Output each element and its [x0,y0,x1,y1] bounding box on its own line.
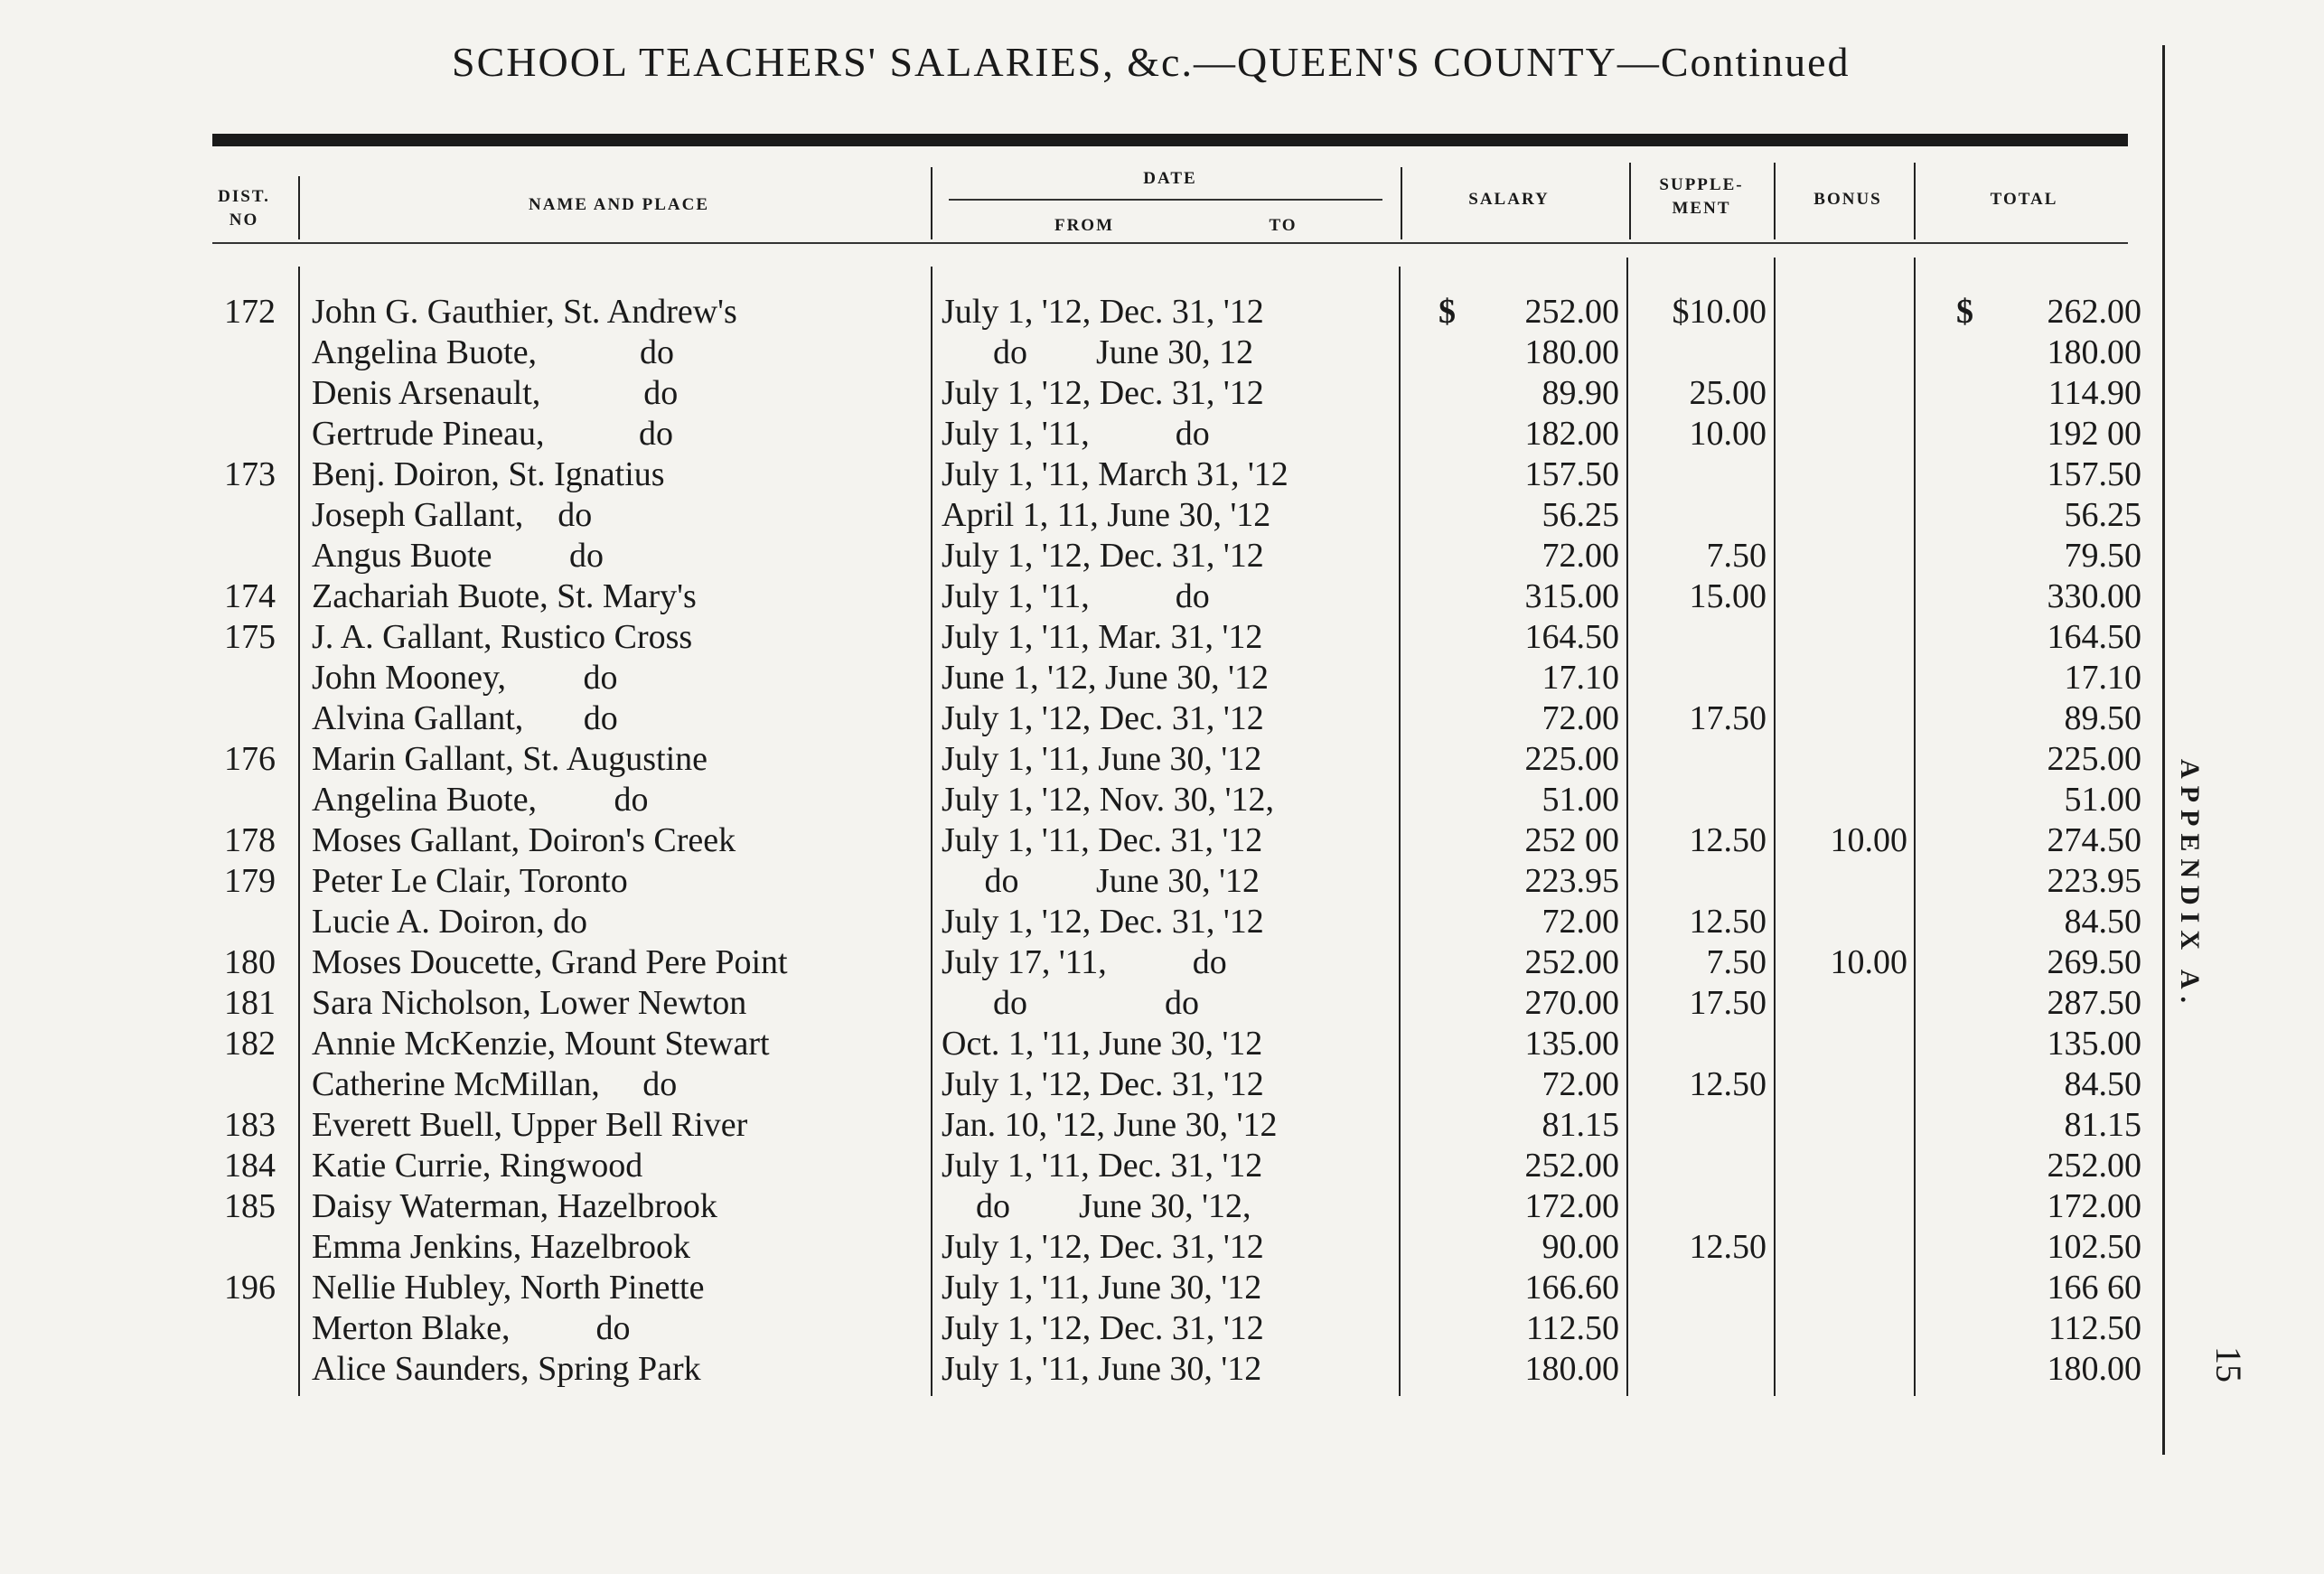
cell-salary: 180.00 [1524,1350,1619,1388]
cell-date: July 1, '12, Dec. 31, '12 [942,293,1264,331]
cell-bonus [1778,373,1907,414]
header-total: TOTAL [1990,190,2058,209]
cell-supplement: 10.00 [1689,415,1766,453]
cell-date: July 1, '12, Dec. 31, '12 [942,1309,1264,1347]
cell-supplement: 17.50 [1689,984,1766,1022]
cell-total: 51.00 [2064,781,2141,819]
cell-dist [203,658,276,698]
cell-supplement [1631,739,1766,780]
cell-supplement [1631,1349,1766,1390]
cell-dist [203,495,276,536]
cell-date: July 1, '12, Dec. 31, '12 [942,1228,1264,1266]
cell-date: July 1, '12, Dec. 31, '12 [942,374,1264,412]
cell-salary: 112.50 [1525,1309,1619,1347]
cell-supplement: $10.00 [1672,293,1766,331]
cell-total: 84.50 [2064,1065,2141,1103]
cell-bonus [1778,1308,1907,1349]
cell-bonus [1778,454,1907,495]
cell-total: 102.50 [2047,1228,2141,1266]
cell-name: Marin Gallant, St. Augustine [312,740,708,778]
header-bonus: BONUS [1813,190,1882,209]
cell-name: Emma Jenkins, Hazelbrook [312,1228,690,1266]
cell-name: J. A. Gallant, Rustico Cross [312,618,693,656]
header-dist [203,185,285,232]
cell-bonus [1778,1349,1907,1390]
cell-dist [203,1349,276,1390]
cell-supplement [1631,1146,1766,1186]
cell-name: Angelina Buote, do [312,333,675,371]
cell-dist: 178 [224,821,276,859]
cell-salary: 164.50 [1524,618,1619,656]
header-supplement: SUPPLE-MENT [1659,175,1744,218]
col-divider [1399,267,1401,1396]
cell-salary: 90.00 [1542,1228,1619,1266]
cell-total: 269.50 [2047,943,2141,981]
cell-date: do do [942,984,1199,1022]
cell-dist: 181 [224,984,276,1022]
page-title: SCHOOL TEACHERS' SALARIES, &c.—QUEEN'S COUNTY—Continued [452,39,1851,85]
cell-salary: 180.00 [1524,333,1619,371]
cell-dist [203,1227,276,1268]
cell-supplement: 7.50 [1706,943,1766,981]
cell-name: Denis Arsenault, do [312,374,679,412]
col-divider [298,267,300,1396]
cell-salary: 72.00 [1542,1065,1619,1103]
cell-salary: 252.00 [1524,1147,1619,1185]
cell-dist: 185 [224,1187,276,1225]
cell-supplement: 15.00 [1689,577,1766,615]
cell-date: Oct. 1, '11, June 30, '12 [942,1025,1263,1063]
cell-date: July 1, '12, Dec. 31, '12 [942,699,1264,737]
cell-date: July 1, '11, do [942,415,1210,453]
cell-bonus [1778,1186,1907,1227]
cell-salary: 315.00 [1524,577,1619,615]
cell-date: July 1, '12, Nov. 30, '12, [942,781,1275,819]
cell-date: do June 30, '12, [942,1187,1251,1225]
cell-dist: 176 [224,740,276,778]
cell-supplement: 12.50 [1689,821,1766,859]
cell-total: 166 60 [2047,1269,2141,1307]
header-date: DATE [1143,169,1197,188]
header-rule-thick [212,134,2128,146]
cell-supplement: 12.50 [1689,1065,1766,1103]
cell-name: Nellie Hubley, North Pinette [312,1269,705,1307]
cell-total: 114.90 [2048,374,2141,412]
cell-supplement [1631,861,1766,902]
cell-date: do June 30, '12 [942,862,1260,900]
cell-bonus [1778,902,1907,942]
cell-total: 89.50 [2064,699,2141,737]
cell-total: 180.00 [2047,1350,2141,1388]
cell-bonus [1778,1105,1907,1146]
cell-date: July 1, '11, June 30, '12 [942,1269,1262,1307]
cell-salary: 157.50 [1524,455,1619,493]
cell-date: July 1, '11, Dec. 31, '12 [942,821,1263,859]
cell-dist [203,698,276,739]
cell-date: April 1, 11, June 30, '12 [942,496,1271,534]
header-date-divider [949,199,1382,201]
cell-bonus [1778,1268,1907,1308]
header-dist-label: DIST. NO [218,187,270,230]
cell-salary: 72.00 [1542,537,1619,575]
cell-bonus [1778,698,1907,739]
cell-salary: 252.00 [1524,293,1619,331]
cell-bonus [1778,1064,1907,1105]
cell-bonus [1778,983,1907,1024]
cell-dist [203,333,276,373]
cell-name: Alice Saunders, Spring Park [312,1350,701,1388]
dollar-sign-salary: $ [1438,293,1456,331]
page-number: 15 [2208,1346,2249,1382]
cell-salary: 166.60 [1524,1269,1619,1307]
cell-date: July 1, '11, Mar. 31, '12 [942,618,1263,656]
cell-name: Lucie A. Doiron, do [312,903,588,941]
cell-date: July 1, '11, June 30, '12 [942,740,1262,778]
cell-salary: 72.00 [1542,903,1619,941]
cell-name: Angelina Buote, do [312,781,649,819]
cell-salary: 182.00 [1524,415,1619,453]
cell-bonus [1778,861,1907,902]
dollar-sign-total: $ [1956,293,1973,331]
cell-name: Joseph Gallant, do [312,496,593,534]
cell-name: Zachariah Buote, St. Mary's [312,577,697,615]
cell-supplement [1631,333,1766,373]
cell-salary: 223.95 [1524,862,1619,900]
cell-salary: 56.25 [1542,496,1619,534]
cell-supplement [1631,1268,1766,1308]
hdr-divider [1629,163,1631,239]
cell-dist [203,414,276,454]
cell-dist [203,536,276,576]
cell-salary: 72.00 [1542,699,1619,737]
cell-total: 172.00 [2047,1187,2141,1225]
cell-supplement [1631,1308,1766,1349]
cell-name: Annie McKenzie, Mount Stewart [312,1025,770,1063]
cell-salary: 89.90 [1542,374,1619,412]
cell-dist: 174 [224,577,276,615]
cell-bonus: 10.00 [1830,943,1907,981]
cell-salary: 252.00 [1524,943,1619,981]
margin-rule [2162,45,2165,1455]
cell-supplement [1631,1024,1766,1064]
cell-bonus: 10.00 [1830,821,1907,859]
cell-bonus [1778,739,1907,780]
cell-supplement [1631,617,1766,658]
cell-name: Daisy Waterman, Hazelbrook [312,1187,717,1225]
cell-bonus [1778,292,1907,333]
cell-name: Moses Gallant, Doiron's Creek [312,821,736,859]
cell-salary: 225.00 [1524,740,1619,778]
cell-total: 112.50 [2048,1309,2141,1347]
header-to: TO [1269,216,1298,235]
cell-salary: 51.00 [1542,781,1619,819]
cell-dist: 183 [224,1106,276,1144]
cell-bonus [1778,1024,1907,1064]
cell-bonus [1778,576,1907,617]
cell-date: June 1, '12, June 30, '12 [942,659,1270,697]
cell-dist: 180 [224,943,276,981]
cell-total: 274.50 [2047,821,2141,859]
col-divider [1914,258,1916,1396]
cell-dist [203,780,276,820]
cell-supplement: 12.50 [1689,1228,1766,1266]
cell-total: 262.00 [2047,293,2141,331]
cell-name: Alvina Gallant, do [312,699,618,737]
cell-name: Gertrude Pineau, do [312,415,673,453]
cell-dist [203,1308,276,1349]
cell-date: July 1, '12, Dec. 31, '12 [942,903,1264,941]
cell-total: 225.00 [2047,740,2141,778]
cell-total: 164.50 [2047,618,2141,656]
cell-date: July 1, '11, Dec. 31, '12 [942,1147,1263,1185]
cell-total: 223.95 [2047,862,2141,900]
cell-supplement: 12.50 [1689,903,1766,941]
cell-dist: 196 [224,1269,276,1307]
hdr-divider [1401,167,1402,239]
header-name: NAME AND PLACE [528,195,710,214]
cell-bonus [1778,495,1907,536]
cell-salary: 270.00 [1524,984,1619,1022]
cell-name: Peter Le Clair, Toronto [312,862,628,900]
cell-total: 79.50 [2064,537,2141,575]
cell-total: 287.50 [2047,984,2141,1022]
cell-name: John G. Gauthier, St. Andrew's [312,293,737,331]
header-rule-thin [212,242,2128,244]
cell-bonus [1778,658,1907,698]
cell-supplement [1631,1105,1766,1146]
cell-name: Catherine McMillan, do [312,1065,678,1103]
cell-salary: 252 00 [1524,821,1619,859]
cell-dist: 172 [224,293,276,331]
cell-date: do June 30, 12 [942,333,1254,371]
cell-dist: 175 [224,618,276,656]
hdr-divider [1914,163,1916,239]
cell-total: 252.00 [2047,1147,2141,1185]
col-divider [931,267,932,1396]
cell-supplement: 7.50 [1706,537,1766,575]
cell-bonus [1778,333,1907,373]
cell-name: John Mooney, do [312,659,618,697]
cell-total: 135.00 [2047,1025,2141,1063]
cell-dist: 182 [224,1025,276,1063]
cell-name: Angus Buote do [312,537,604,575]
cell-supplement: 17.50 [1689,699,1766,737]
cell-supplement [1631,454,1766,495]
cell-date: July 1, '11, March 31, '12 [942,455,1289,493]
cell-bonus [1778,536,1907,576]
cell-supplement: 25.00 [1689,374,1766,412]
cell-total: 56.25 [2064,496,2141,534]
cell-name: Katie Currie, Ringwood [312,1147,643,1185]
cell-salary: 17.10 [1542,659,1619,697]
cell-dist: 184 [224,1147,276,1185]
cell-date: Jan. 10, '12, June 30, '12 [942,1106,1278,1144]
cell-name: Benj. Doiron, St. Ignatius [312,455,665,493]
cell-total: 192 00 [2047,415,2141,453]
cell-bonus [1778,780,1907,820]
cell-salary: 172.00 [1524,1187,1619,1225]
cell-name: Moses Doucette, Grand Pere Point [312,943,788,981]
cell-date: July 1, '11, June 30, '12 [942,1350,1262,1388]
header-salary: SALARY [1468,190,1550,209]
col-divider [1774,258,1776,1396]
cell-bonus [1778,617,1907,658]
cell-name: Everett Buell, Upper Bell River [312,1106,748,1144]
cell-supplement [1631,780,1766,820]
cell-date: July 1, '12, Dec. 31, '12 [942,1065,1264,1103]
hdr-divider [1774,163,1776,239]
cell-bonus [1778,1227,1907,1268]
col-divider [1626,258,1628,1396]
cell-supplement [1631,1186,1766,1227]
cell-bonus [1778,1146,1907,1186]
cell-name: Merton Blake, do [312,1309,631,1347]
cell-salary: 81.15 [1542,1106,1619,1144]
cell-bonus [1778,414,1907,454]
cell-total: 81.15 [2064,1106,2141,1144]
cell-salary: 135.00 [1524,1025,1619,1063]
cell-total: 330.00 [2047,577,2141,615]
cell-dist: 173 [224,455,276,493]
cell-dist [203,373,276,414]
hdr-divider [298,176,300,239]
cell-total: 84.50 [2064,903,2141,941]
cell-name: Sara Nicholson, Lower Newton [312,984,747,1022]
cell-total: 17.10 [2064,659,2141,697]
cell-date: July 1, '11, do [942,577,1210,615]
cell-total: 157.50 [2047,455,2141,493]
cell-supplement [1631,495,1766,536]
cell-dist [203,902,276,942]
cell-dist: 179 [224,862,276,900]
cell-date: July 1, '12, Dec. 31, '12 [942,537,1264,575]
hdr-divider [931,167,932,239]
cell-supplement [1631,658,1766,698]
cell-date: July 17, '11, do [942,943,1227,981]
appendix-label: APPENDIX A. [2175,759,2205,1011]
cell-total: 180.00 [2047,333,2141,371]
cell-dist [203,1064,276,1105]
header-from: FROM [1054,216,1115,235]
